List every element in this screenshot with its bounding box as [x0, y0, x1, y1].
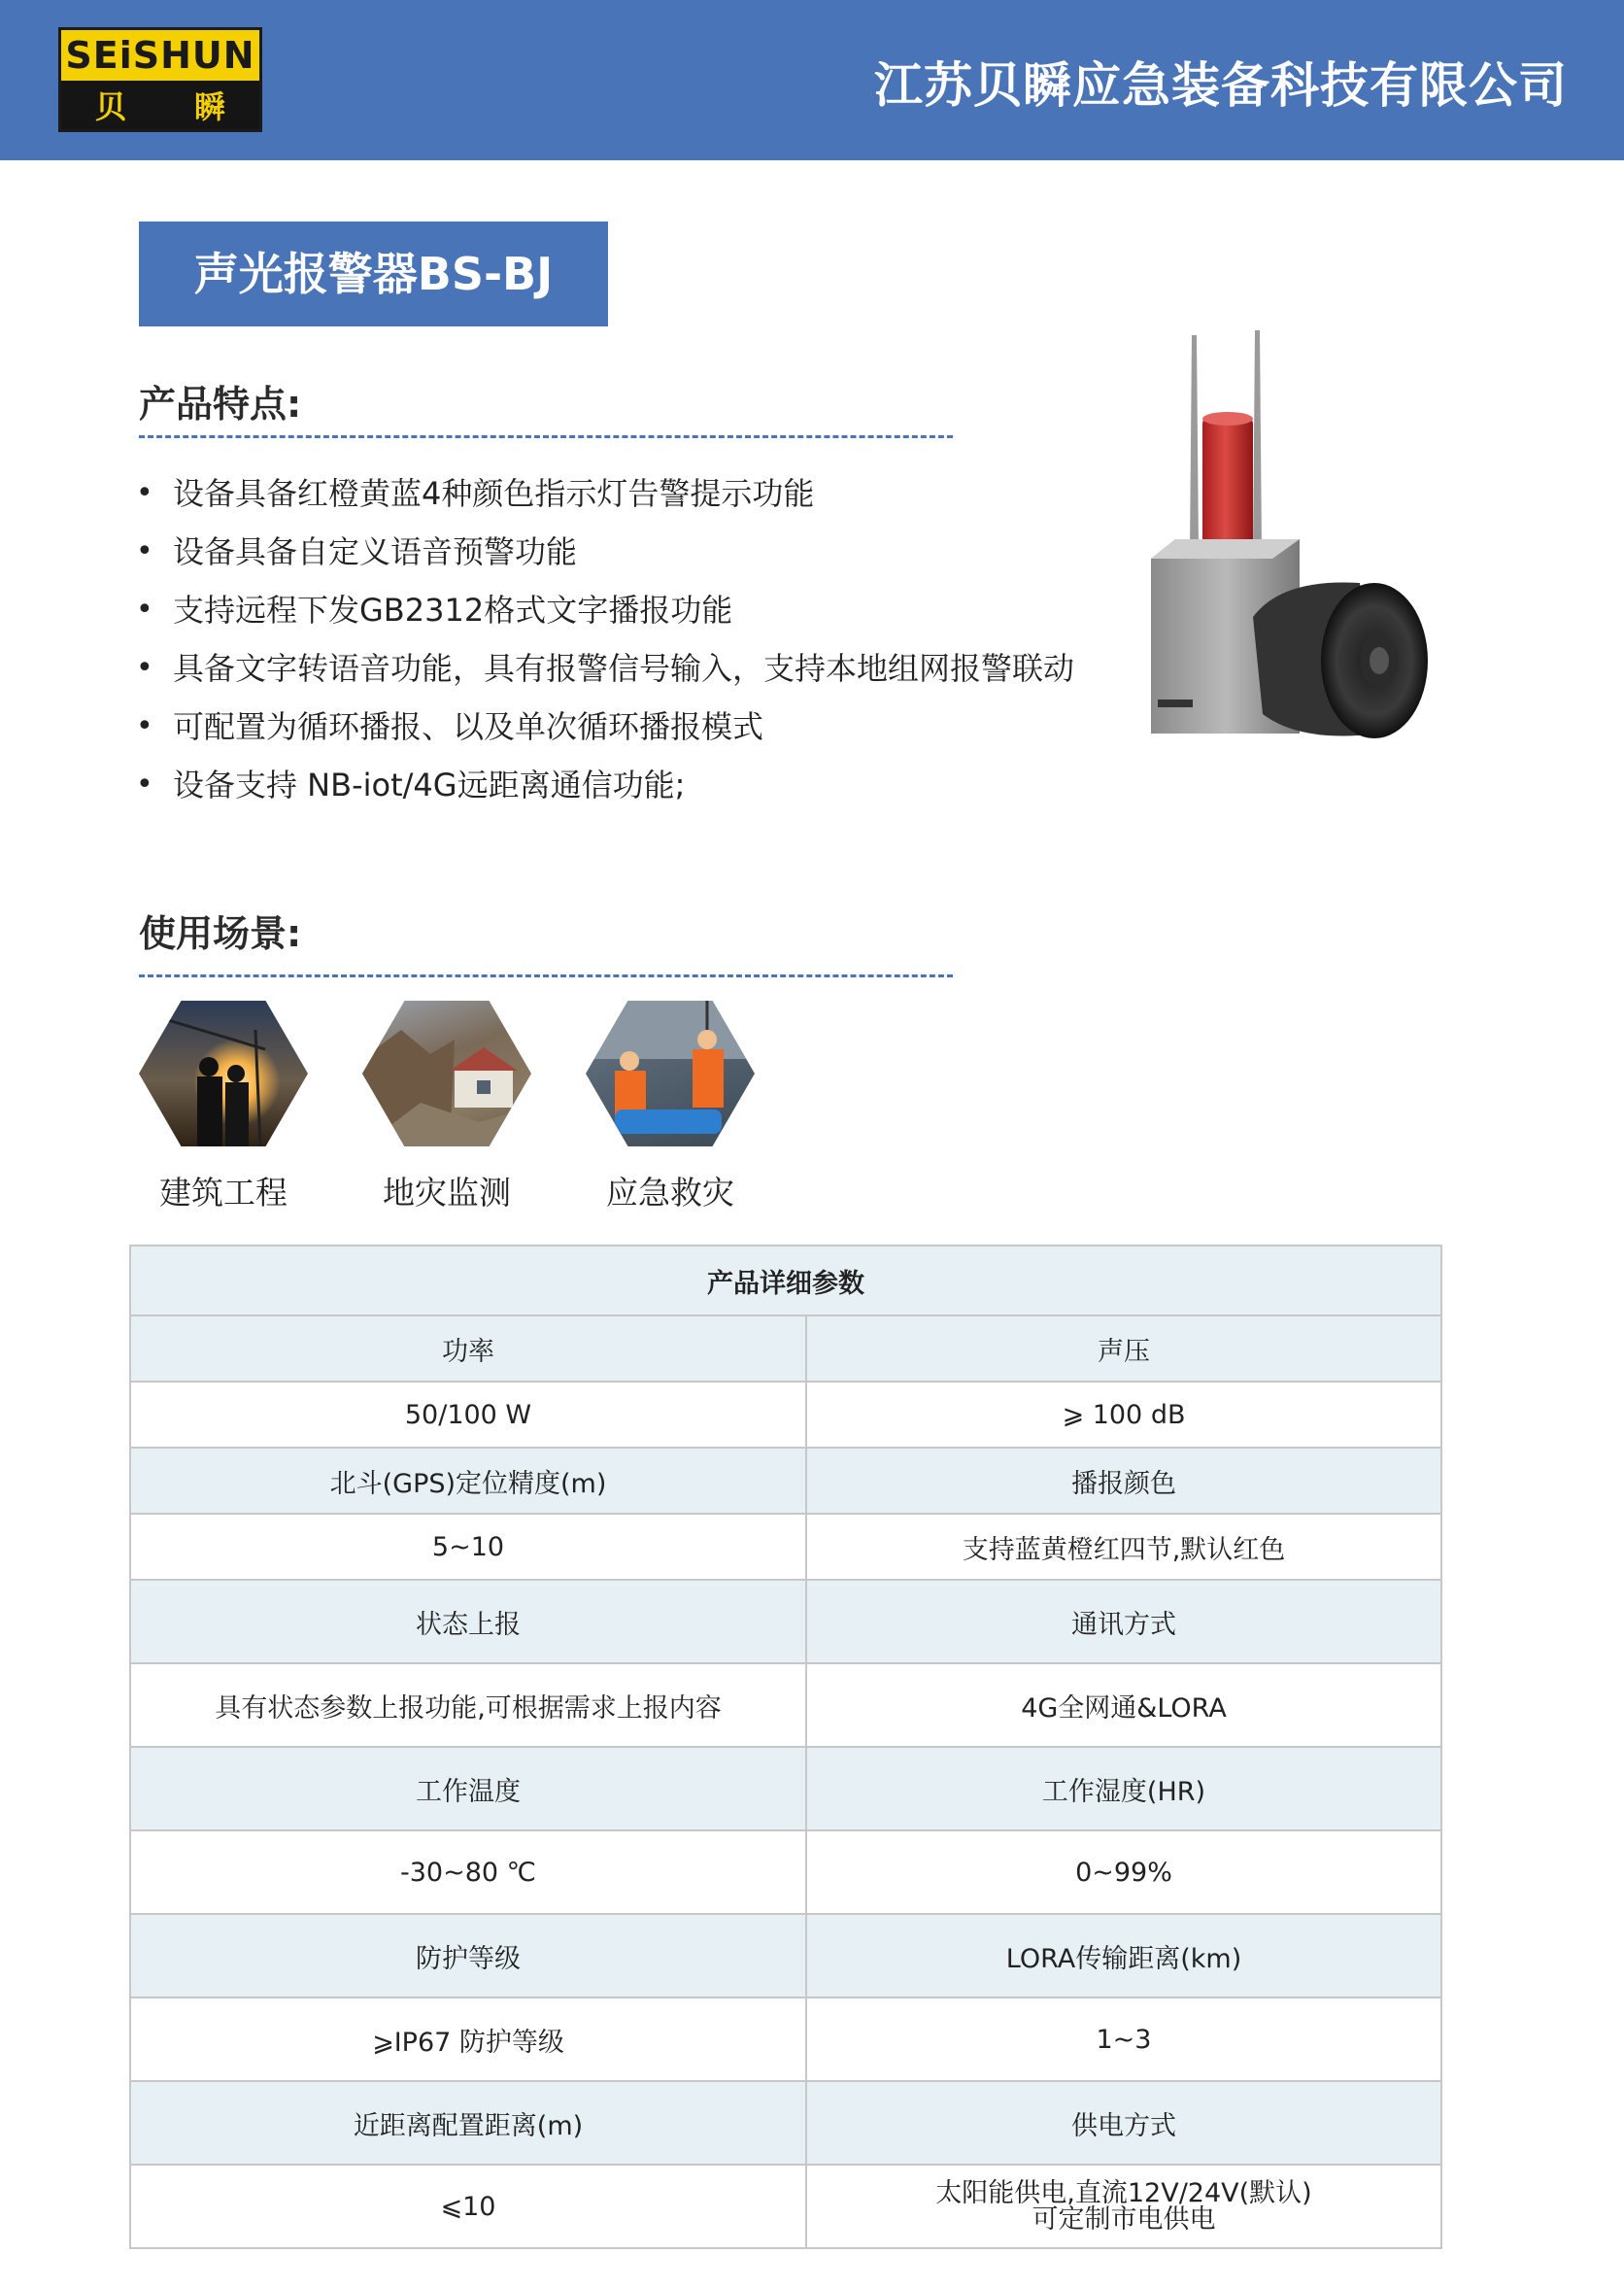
spec-table [129, 1245, 1442, 2249]
feature-item: • 设备具备红橙黄蓝4种颜色指示灯告警提示功能 [136, 464, 1068, 523]
features-heading: 产品特点: [139, 383, 302, 426]
spec-label: 功率 [130, 1315, 806, 1382]
features-divider [139, 435, 953, 438]
spec-value: ⩾IP67 防护等级 [130, 1998, 806, 2081]
scene-label: 建筑工程 [159, 1174, 288, 1212]
table-row [130, 1998, 1441, 2081]
company-name: 江苏贝瞬应急装备科技有限公司 [874, 57, 1568, 114]
table-row [130, 1448, 1441, 1514]
spec-label: LORA传输距离(km) [806, 1914, 1441, 1998]
table-row [130, 1914, 1441, 1998]
logo-chinese [61, 81, 259, 129]
scene-label: 应急救灾 [606, 1174, 734, 1212]
spec-value: 具有状态参数上报功能,可根据需求上报内容 [130, 1663, 806, 1747]
product-title: 声光报警器BS-BJ [139, 222, 608, 326]
product-image [1136, 325, 1447, 758]
company-logo [58, 27, 262, 132]
table-row [130, 1747, 1441, 1830]
spec-title: 产品详细参数 [130, 1246, 1441, 1315]
spec-label: 状态上报 [130, 1580, 806, 1663]
logo-char-2: 瞬 [193, 88, 225, 125]
scenes-divider [139, 974, 953, 977]
table-row [130, 1830, 1441, 1914]
table-row [130, 1382, 1441, 1448]
logo-wordmark: SEiSHUN [65, 34, 255, 77]
scenes-heading: 使用场景: [139, 912, 302, 955]
spec-value: 4G全网通&LORA [806, 1663, 1441, 1747]
feature-item: • 具备文字转语音功能，具有报警信号输入，支持本地组网报警联动 [136, 639, 1193, 698]
spec-value: ⩾ 100 dB [806, 1382, 1441, 1448]
table-row [130, 2165, 1441, 2248]
spec-label: 播报颜色 [806, 1448, 1441, 1514]
spec-value: 1~3 [806, 1998, 1441, 2081]
spec-label: 防护等级 [130, 1914, 806, 1998]
table-row [130, 1514, 1441, 1580]
feature-item: • 支持远程下发GB2312格式文字播报功能 [136, 581, 1068, 639]
geohazard-photo [362, 1001, 531, 1146]
spec-value: 5~10 [130, 1514, 806, 1580]
spec-label: 工作湿度(HR) [806, 1747, 1441, 1830]
spec-label: 供电方式 [806, 2081, 1441, 2165]
table-row [130, 1663, 1441, 1747]
scene-rescue [583, 1001, 758, 1213]
table-row [130, 1580, 1441, 1663]
spec-title-row [130, 1246, 1441, 1315]
logo-char-1: 贝 [94, 88, 126, 125]
spec-label: 工作温度 [130, 1747, 806, 1830]
power-line-2: 可定制市电供电 [1032, 2204, 1216, 2235]
spec-value: 50/100 W [130, 1382, 806, 1448]
scene-label: 地灾监测 [383, 1174, 511, 1212]
spec-label: 通讯方式 [806, 1580, 1441, 1663]
scene-geohazard [359, 1001, 534, 1213]
power-line-1: 太阳能供电,直流12V/24V(默认) [935, 2178, 1312, 2208]
page-header [0, 0, 1624, 160]
features-list [136, 464, 1075, 814]
feature-item: • 可配置为循环播报、以及单次循环播报模式 [136, 698, 1068, 756]
spec-label: 近距离配置距离(m) [130, 2081, 806, 2165]
feature-item: • 设备具备自定义语音预警功能 [136, 523, 1068, 581]
construction-photo [139, 1001, 308, 1146]
scene-construction [136, 1001, 311, 1213]
spec-value: ⩽10 [130, 2165, 806, 2248]
spec-value-power [806, 2165, 1441, 2248]
spec-value: 支持蓝黄橙红四节,默认红色 [806, 1514, 1441, 1580]
spec-value: 0~99% [806, 1830, 1441, 1914]
spec-label: 北斗(GPS)定位精度(m) [130, 1448, 806, 1514]
spec-label: 声压 [806, 1315, 1441, 1382]
rescue-photo [586, 1001, 755, 1146]
table-row [130, 1315, 1441, 1382]
feature-item: • 设备支持 NB-iot/4G远距离通信功能; [136, 756, 1068, 814]
spec-value: -30~80 ℃ [130, 1830, 806, 1914]
table-row [130, 2081, 1441, 2165]
